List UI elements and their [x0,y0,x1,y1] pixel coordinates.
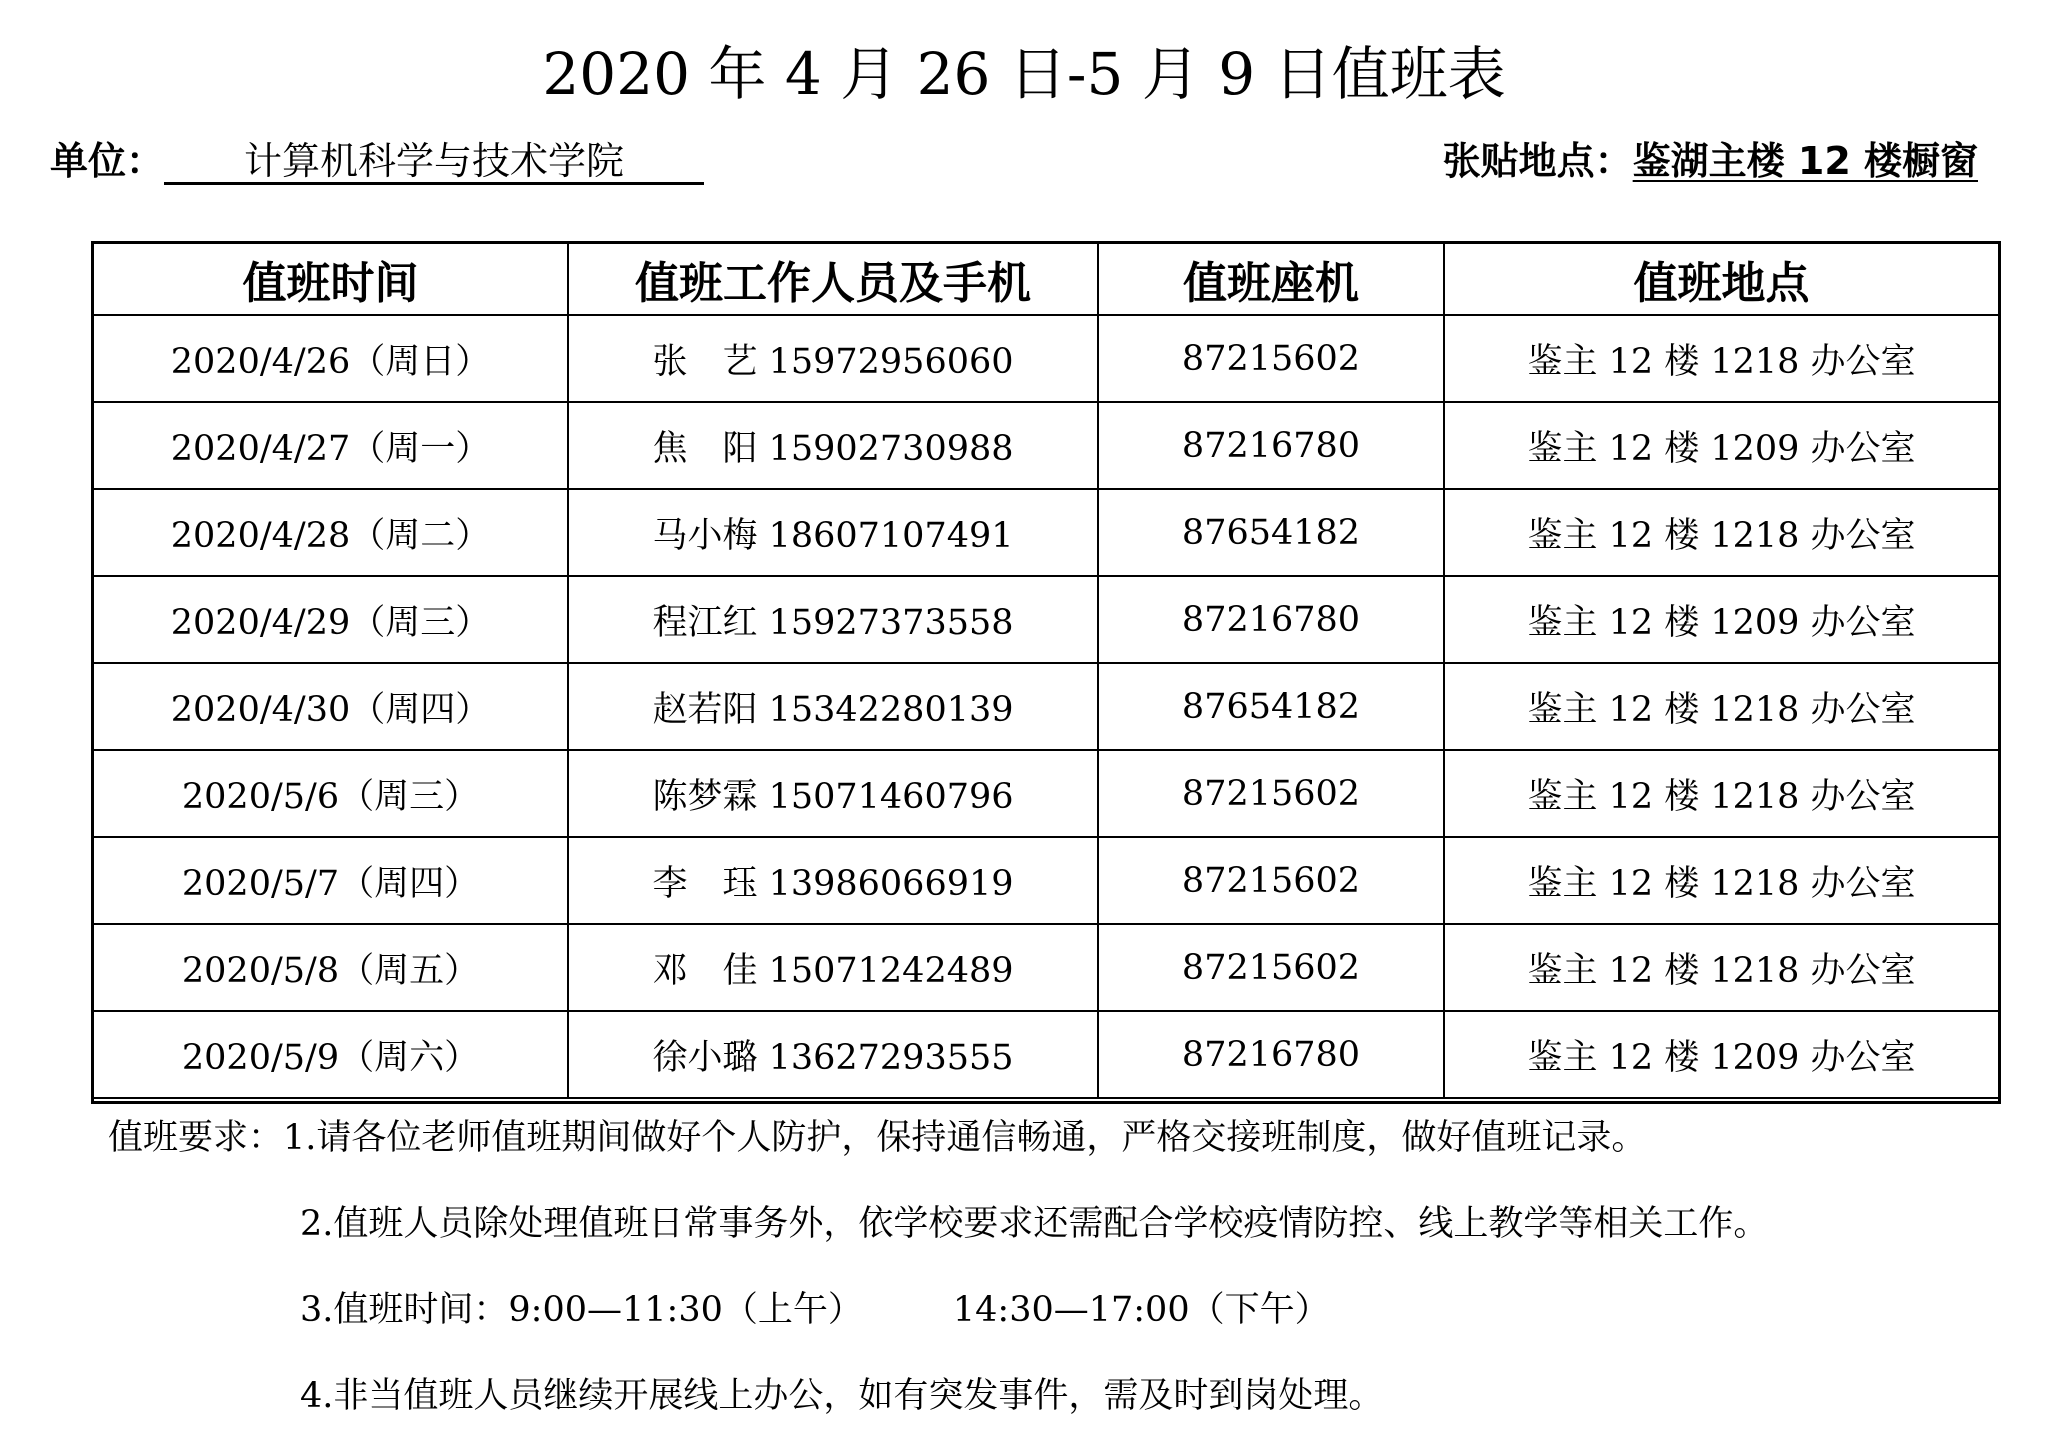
cell-staff: 陈梦霖 15071460796 [568,750,1098,837]
table-row [93,489,1999,576]
cell-phone: 87215602 [1098,837,1444,924]
table-header-row [93,243,1999,315]
table-row [93,663,1999,750]
duty-schedule-table [92,242,2000,1099]
cell-location: 鉴主 12 楼 1218 办公室 [1444,489,1999,576]
cell-location: 鉴主 12 楼 1218 办公室 [1444,315,1999,402]
requirement-item-1 [108,1116,1646,1160]
posting-location-line [1443,136,1978,186]
cell-date: 2020/5/8（周五） [93,924,568,1011]
table-row [93,315,1999,402]
cell-phone: 87654182 [1098,489,1444,576]
cell-staff: 赵若阳 15342280139 [568,663,1098,750]
cell-staff: 马小梅 18607107491 [568,489,1098,576]
cell-staff: 邓 佳 15071242489 [568,924,1098,1011]
cell-date: 2020/5/9（周六） [93,1011,568,1098]
unit-value: 计算机科学与技术学院 [164,140,704,185]
header-duty-staff: 值班工作人员及手机 [568,243,1098,315]
cell-location: 鉴主 12 楼 1218 办公室 [1444,750,1999,837]
requirement-item-3 [300,1288,1330,1332]
unit-label: 单位： [50,139,165,183]
cell-location: 鉴主 12 楼 1218 办公室 [1444,663,1999,750]
cell-location: 鉴主 12 楼 1209 办公室 [1444,576,1999,663]
cell-location: 鉴主 12 楼 1209 办公室 [1444,402,1999,489]
header-duty-phone: 值班座机 [1098,243,1444,315]
table-row [93,402,1999,489]
cell-staff: 程江红 15927373558 [568,576,1098,663]
cell-phone: 87216780 [1098,576,1444,663]
cell-phone: 87216780 [1098,402,1444,489]
cell-staff: 徐小璐 13627293555 [568,1011,1098,1098]
cell-date: 2020/4/28（周二） [93,489,568,576]
posting-location-value: 鉴湖主楼 12 楼橱窗 [1632,139,1978,183]
cell-phone: 87216780 [1098,1011,1444,1098]
cell-location: 鉴主 12 楼 1218 办公室 [1444,924,1999,1011]
cell-date: 2020/4/30（周四） [93,663,568,750]
cell-staff: 焦 阳 15902730988 [568,402,1098,489]
requirement-item-2: 2.值班人员除处理值班日常事务外，依学校要求还需配合学校疫情防控、线上教学等相关工作。 [300,1204,1769,1244]
table-row [93,576,1999,663]
cell-date: 2020/5/6（周三） [93,750,568,837]
cell-date: 2020/5/7（周四） [93,837,568,924]
cell-phone: 87215602 [1098,924,1444,1011]
cell-location: 鉴主 12 楼 1218 办公室 [1444,837,1999,924]
cell-date: 2020/4/26（周日） [93,315,568,402]
cell-phone: 87654182 [1098,663,1444,750]
requirement-text-1: 1.请各位老师值班期间做好个人防护，保持通信畅通，严格交接班制度，做好值班记录。 [283,1118,1647,1158]
posting-location-label: 张贴地点： [1442,139,1633,183]
header-duty-time: 值班时间 [93,243,568,315]
duty-hours-morning: 3.值班时间：9:00—11:30（上午） [300,1290,863,1330]
cell-date: 2020/4/29（周三） [93,576,568,663]
page-title: 2020 年 4 月 26 日-5 月 9 日值班表 [542,40,1506,108]
table-row [93,837,1999,924]
table-row [93,750,1999,837]
table-row [93,924,1999,1011]
header-duty-location: 值班地点 [1444,243,1999,315]
duty-hours-afternoon: 14:30—17:00（下午） [952,1290,1330,1330]
table-row [93,1011,1999,1098]
unit-line [50,136,704,186]
cell-phone: 87215602 [1098,315,1444,402]
cell-staff: 张 艺 15972956060 [568,315,1098,402]
cell-phone: 87215602 [1098,750,1444,837]
requirements-prefix: 值班要求： [108,1118,284,1158]
cell-date: 2020/4/27（周一） [93,402,568,489]
cell-location: 鉴主 12 楼 1209 办公室 [1444,1011,1999,1098]
cell-staff: 李 珏 13986066919 [568,837,1098,924]
requirement-item-4: 4.非当值班人员继续开展线上办公，如有突发事件，需及时到岗处理。 [300,1376,1384,1416]
